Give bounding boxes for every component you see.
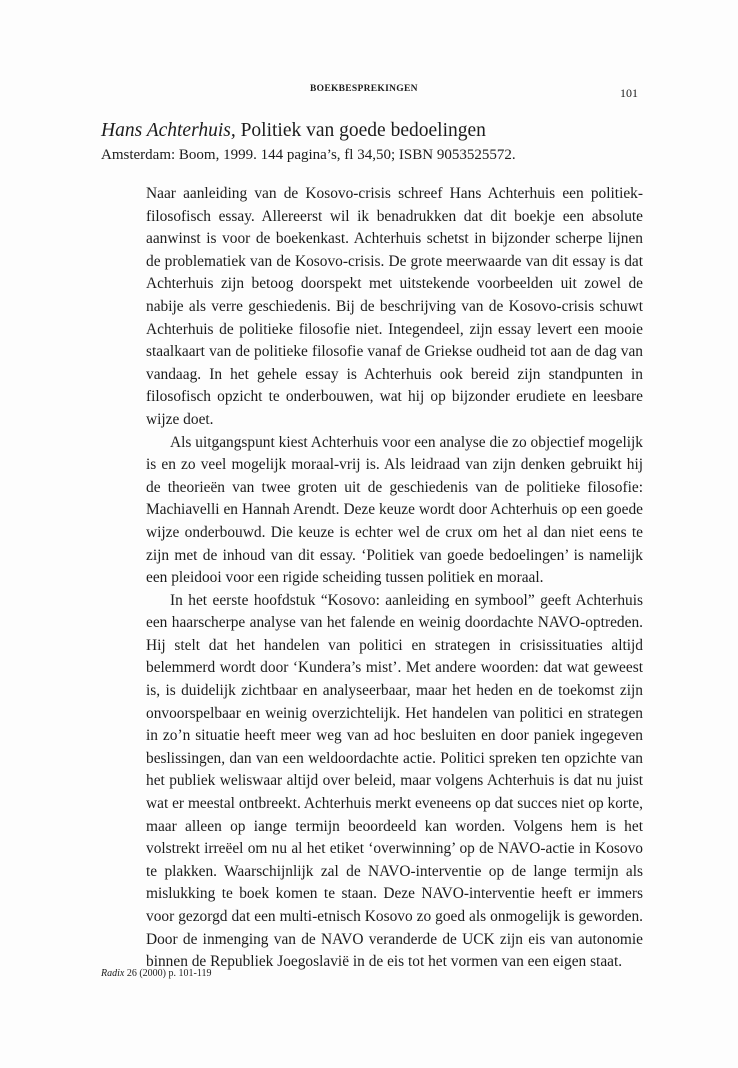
review-book-title: Politiek van goede bedoelingen [240,120,486,141]
paragraph-1: Naar aanleiding van de Kosovo-crisis schreef Hans Achterhuis een politiek-filosofisch essay. Allereerst wil ik benadrukken dat dit boekje een absolute aanwinst is voor de boekenkast. Achterhuis schetst in bijzonder scherpe lijnen de problematiek van de Kosovo-crisis. De grote meerwaarde van dit essay is dat Achterhuis zijn betoog doorspekt met uitstekende voorbeelden uit zowel de nabije als verre geschiedenis. Bij de beschrijving van de Kosovo-crisis schuwt Achterhuis de politieke filosofie niet. Integendeel, zijn essay levert een mooie staalkaart van de politieke filosofie vanaf de Griekse oudheid tot aan de dag van vandaag. In het gehele essay is Achterhuis ook bereid zijn standpunten in filosofisch opzicht te onderbouwen, wat hij op bijzonder erudiete en leesbare wijze doet. [146,185,643,428]
footer-citation [101,968,211,979]
paragraph-2: Als uitgangspunt kiest Achterhuis voor een analyse die zo objectief mogelijk is en zo veel mogelijk moraal-vrij is. Als leidraad van zijn denken gebruikt hij de theorieën van twee groten uit de geschiedenis van de politieke filosofie: Machiavelli en Hannah Arendt. Deze keuze wordt door Achterhuis op een goede wijze onderbouwd. Die keuze is echter wel de crux om het al dan niet eens te zijn met de inhoud van dit essay. ‘Politiek van goede bedoelingen’ is namelijk een pleidooi voor een rigide scheiding tussen politiek en moraal. [146,433,643,587]
review-heading [101,119,661,143]
journal-name: Radix [101,968,125,979]
review-body [146,183,643,974]
journal-citation: 26 (2000) p. 101-119 [124,968,212,979]
review-author: Hans Achterhuis, [101,120,236,141]
page-number: 101 [620,86,638,100]
running-head: BOEKBESPREKINGEN [310,84,418,94]
publication-details: Amsterdam: Boom, 1999. 144 pagina’s, fl 34,50; ISBN 9053525572. [101,147,516,163]
paragraph-3: In het eerste hoofdstuk “Kosovo: aanleiding en symbool” geeft Achterhuis een haarscherpe analyse van het falende en weinig doordachte NAVO-optreden. Hij stelt dat het handelen van politici en strategen in crisissituaties altijd belemmerd wordt door ‘Kundera’s mist’. Met andere woorden: dat wat geweest is, is duidelijk zichtbaar en analyseerbaar, maar het heden en de toekomst zijn onvoorspelbaar en weinig overzichtelijk. Het handelen van politici en strategen in zo’n situatie heeft meer weg van ad hoc besluiten en door paniek ingegeven beslissingen, dan van een weldoordachte actie. Politici spreken ten opzichte van het publiek weliswaar altijd over beleid, maar volgens Achterhuis is dat nu juist wat er meestal ontbreekt. Achterhuis merkt eveneens op dat succes niet op korte, maar alleen op iange termijn beoordeeld kan worden. Volgens hem is het volstrekt irreëel om nu al het etiket ‘overwinning’ op de NAVO-actie in Kosovo te plakken. Waarschijnlijk zal de NAVO-interventie op de lange termijn als mislukking te boek komen te staan. Deze NAVO-interventie heeft er immers voor gezorgd dat een multi-etnisch Kosovo zo goed als onmogelijk is geworden. Door de inmenging van de NAVO veranderde de UCK zijn eis van autonomie binnen de Republiek Joegoslavië in de eis tot het vormen van een eigen staat. [146,591,643,971]
